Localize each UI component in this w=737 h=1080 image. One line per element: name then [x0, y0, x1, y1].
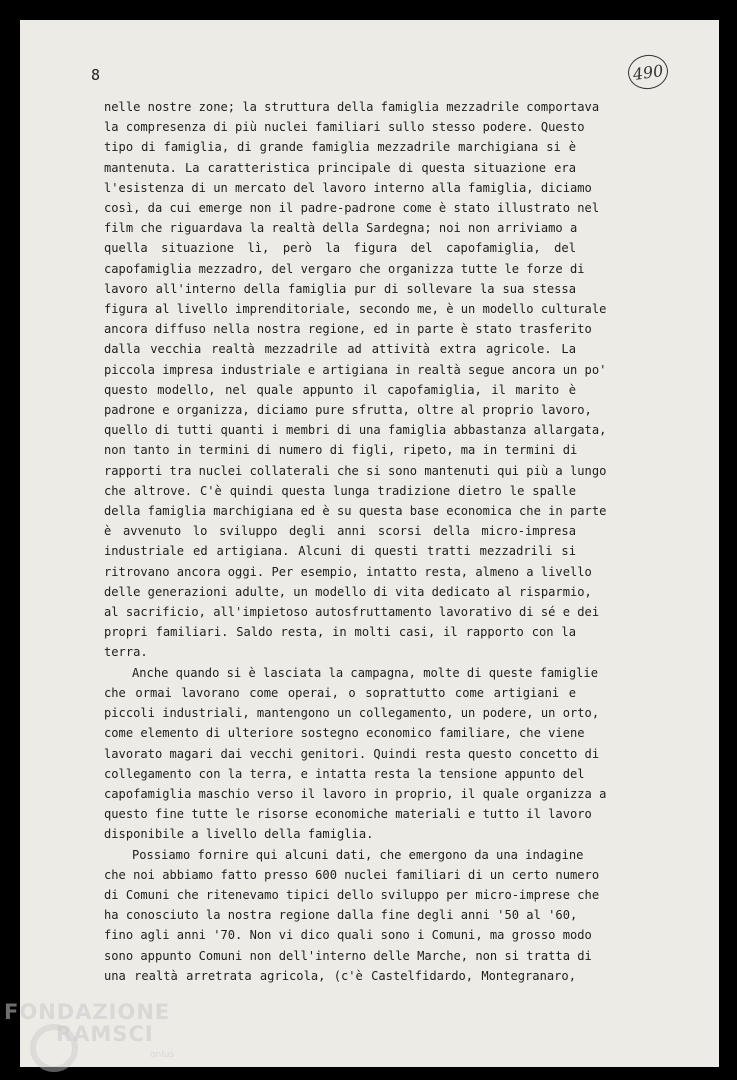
text-line: rapporti tra nuclei collaterali che si sono mantenuti qui più a lungo [104, 463, 607, 478]
text-line: film che riguardava la realtà della Sardegna; noi non arriviamo a [104, 221, 578, 236]
text-line: delle generazioni adulte, un modello di vita dedicato al risparmio, [104, 584, 592, 599]
text-line: non tanto in termini di numero di figli, ripeto, ma in termini di [104, 443, 578, 458]
text-line: che noi abbiamo fatto presso 600 nuclei familiari di un certo numero [104, 867, 600, 882]
text-line: terra. [104, 645, 148, 660]
text-line: la compresenza di più nuclei familiari sullo stesso podere. Questo [104, 120, 585, 135]
text-line: una realtà arretrata agricola, (c'è Castelfidardo, Montegranaro, [104, 968, 576, 983]
text-line: della famiglia marchigiana ed è su questa base economica che in parte [104, 504, 607, 519]
text-line: piccola impresa industriale e artigiana in realtà segue ancora un po' [104, 362, 607, 377]
text-line: nelle nostre zone; la struttura della famiglia mezzadrile comportava [104, 100, 600, 114]
text-line: industriale ed artigiana. Alcuni di questi tratti mezzadrili si [104, 544, 576, 559]
text-line: fino agli anni '70. Non vi dico quali sono i Comuni, ma grosso modo [104, 928, 592, 943]
text-line: ha conosciuto la nostra regione dalla fine degli anni '50 al '60, [104, 908, 578, 923]
text-line: capofamiglia mezzadro, del vergaro che organizza tutte le forze di [104, 261, 585, 276]
text-line: figura al livello imprenditoriale, secondo me, è un modello culturale [104, 302, 607, 317]
text-line: di Comuni che ritenevamo tipici dello sviluppo per micro-imprese che [104, 887, 600, 902]
fondazione-gramsci-watermark [4, 1000, 175, 1060]
watermark-line1: FONDAZIONE [4, 1000, 171, 1024]
watermark-line2: RAMSCI [56, 1022, 154, 1046]
text-line: questo modello, nel quale appunto il capofamiglia, il marito è [104, 382, 576, 397]
text-line: questo fine tutte le risorse economiche materiali e tutto il lavoro [104, 807, 592, 822]
text-line: tipo di famiglia, di grande famiglia mezzadrile marchigiana si è [104, 140, 576, 155]
text-line: ancora diffuso nella nostra regione, ed in parte è stato trasferito [104, 322, 592, 337]
watermark-suffix: onlus [150, 1050, 175, 1060]
text-line: mantenuta. La caratteristica principale di questa situazione era [104, 160, 576, 175]
text-line: padrone e organizza, diciamo pure sfrutta, oltre al proprio lavoro, [104, 403, 592, 418]
text-line: che altrove. C'è quindi questa lunga tradizione dietro le spalle [104, 483, 576, 498]
text-line: disponibile a livello della famiglia. [104, 827, 374, 842]
text-line: così, da cui emerge non il padre-padrone come è stato illustrato nel [104, 201, 600, 216]
text-line: l'esistenza di un mercato del lavoro interno alla famiglia, diciamo [104, 180, 592, 195]
body-text [104, 97, 607, 986]
text-line: sono appunto Comuni non dell'interno delle Marche, non si tratta di [104, 948, 592, 963]
text-line: Possiamo fornire qui alcuni dati, che emergono da una indagine [132, 847, 584, 862]
text-line: è avvenuto lo sviluppo degli anni scorsi della micro-impresa [104, 524, 576, 539]
text-line: che ormai lavorano come operai, o soprattutto come artigiani e [104, 685, 576, 700]
text-line: lavorato magari dai vecchi genitori. Quindi resta questo concetto di [104, 746, 600, 761]
text-line: capofamiglia maschio verso il lavoro in proprio, il quale organizza a [104, 786, 607, 801]
text-line: lavoro all'interno della famiglia pur di sollevare la sua stessa [104, 281, 576, 296]
text-line: come elemento di ulteriore sostegno economico familiare, che viene [104, 726, 585, 741]
text-line: Anche quando si è lasciata la campagna, molte di queste famiglie [132, 665, 598, 680]
text-line: collegamento con la terra, e intatta resta la tensione appunto del [104, 766, 585, 781]
text-line: quella situazione lì, però la figura del capofamiglia, del [104, 241, 576, 256]
page-number: 8 [91, 66, 101, 84]
text-line: propri familiari. Saldo resta, in molti casi, il rapporto con la [104, 625, 576, 640]
archive-number-stamp: 490 [626, 52, 670, 91]
text-line: quello di tutti quanti i membri di una famiglia abbastanza allargata, [104, 423, 607, 438]
text-line: al sacrificio, all'impietoso autosfruttamento lavorativo di sé e dei [104, 605, 600, 620]
text-line: piccoli industriali, mantengono un collegamento, un podere, un orto, [104, 706, 600, 721]
text-line: ritrovano ancora oggi. Per esempio, intatto resta, almeno a livello [104, 564, 592, 579]
text-line: dalla vecchia realtà mezzadrile ad attività extra agricole. La [104, 342, 576, 357]
